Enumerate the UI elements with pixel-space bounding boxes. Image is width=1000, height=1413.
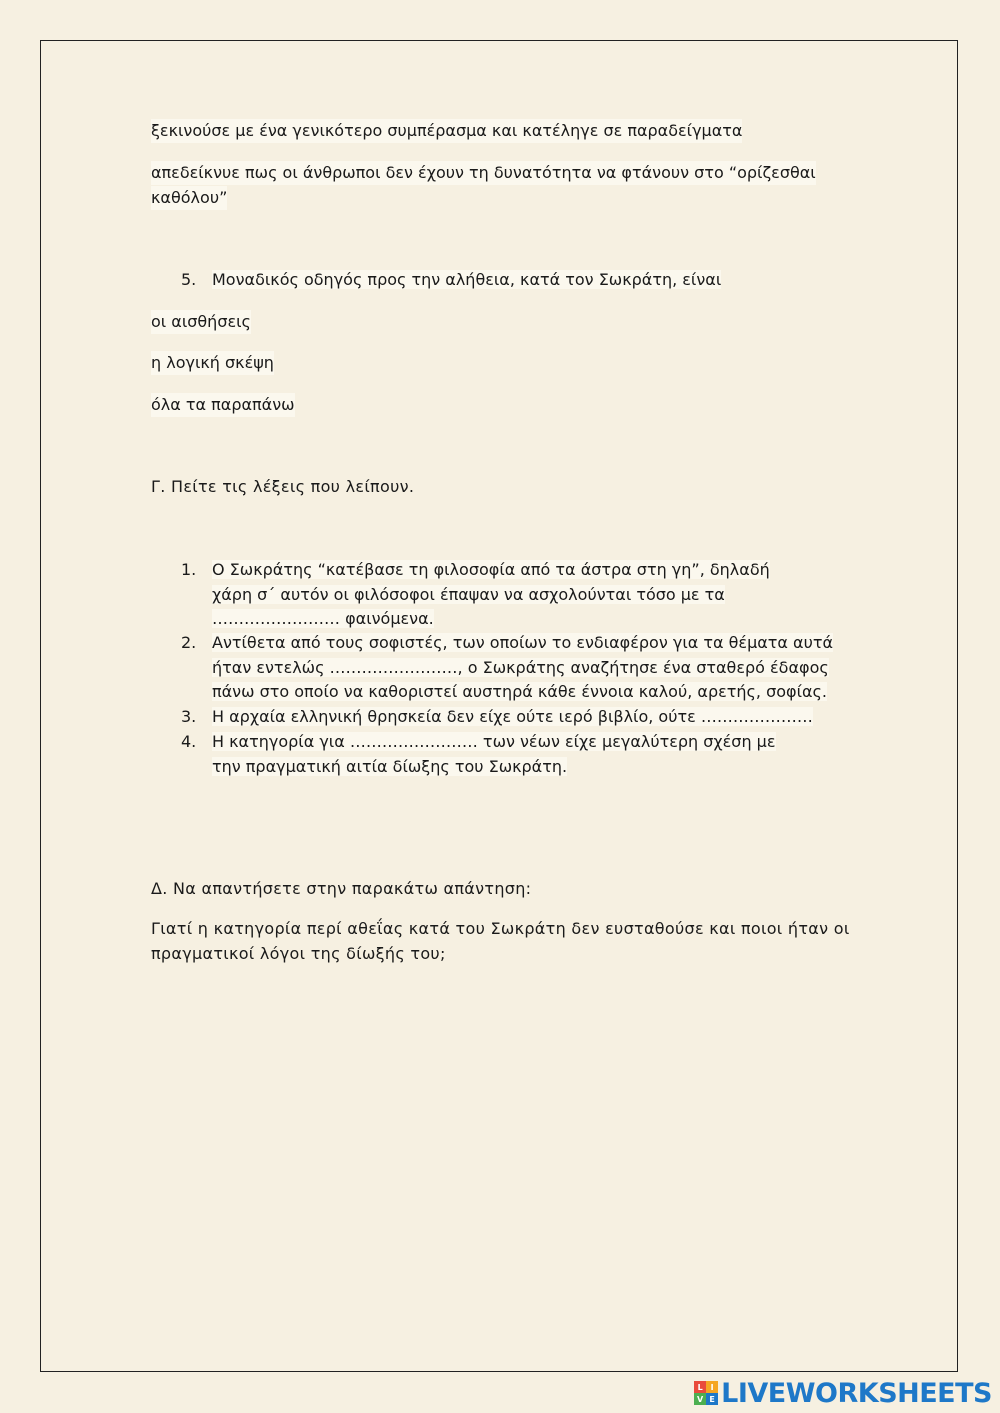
- logo-letter: V: [694, 1393, 706, 1405]
- essay-question: Γιατί η κατηγορία περί αθεΐας κατά του Σωκράτη δεν ευσταθούσε και ποιοι ήταν οι πραγματικοί λόγοι της δίωξής του;: [151, 919, 850, 963]
- answer-option[interactable]: οι αισθήσεις: [151, 310, 251, 334]
- liveworksheets-icon: [694, 1381, 718, 1405]
- logo-letter: L: [694, 1381, 706, 1393]
- fill-item: [181, 631, 861, 705]
- fill-item: [181, 558, 861, 632]
- fill-item: [181, 730, 861, 780]
- item-number: 3.: [181, 707, 197, 726]
- item-text[interactable]: Αντίθετα από τους σοφιστές, των οποίων το ενδιαφέρον για τα θέματα αυτά ήταν εντελώς ……………………, ο Σωκράτης αναζήτησε ένα σταθερό έδαφος πάνω στο οποίο να καθοριστεί αυστηρά κάθε έννοια καλού, αρετής, σοφίας.: [212, 633, 834, 701]
- item-text[interactable]: Ο Σωκράτης “κατέβασε τη φιλοσοφία από τα άστρα στη γη”, δηλαδή χάρη σ΄ αυτόν οι φιλόσοφοι έπαψαν να ασχολούνται τόσο με τα …………………… φαινόμενα.: [212, 560, 770, 628]
- item-number: 1.: [181, 560, 197, 579]
- item-number: 2.: [181, 633, 197, 652]
- liveworksheets-logo: [694, 1376, 992, 1410]
- option-text: ξεκινούσε με ένα γενικότερο συμπέρασμα και κατέληγε σε παραδείγματα: [151, 119, 742, 143]
- logo-letter: I: [706, 1381, 718, 1393]
- section-heading: Γ. Πείτε τις λέξεις που λείπουν.: [151, 477, 415, 496]
- question-text: Μοναδικός οδηγός προς την αλήθεια, κατά τον Σωκράτη, είναι: [212, 270, 722, 289]
- answer-option[interactable]: όλα τα παραπάνω: [151, 393, 295, 417]
- option-text: καθόλου”: [151, 186, 227, 210]
- item-number: 4.: [181, 732, 197, 751]
- option-text: απεδείκνυε πως οι άνθρωποι δεν έχουν τη δυνατότητα να φτάνουν στο “ορίζεσθαι: [151, 161, 816, 185]
- fill-item: [181, 705, 861, 730]
- brand-name: LIVEWORKSHEETS: [721, 1377, 992, 1409]
- logo-letter: E: [706, 1393, 718, 1405]
- section-heading: Δ. Να απαντήσετε στην παρακάτω απάντηση:: [151, 879, 532, 898]
- item-text[interactable]: Η αρχαία ελληνική θρησκεία δεν είχε ούτε ιερό βιβλίο, ούτε …………………: [212, 707, 813, 726]
- item-text[interactable]: Η κατηγορία για …………………… των νέων είχε μεγαλύτερη σχέση με την πραγματική αιτία δίωξης του Σωκράτη.: [212, 732, 776, 776]
- answer-option[interactable]: η λογική σκέψη: [151, 351, 274, 375]
- question-number: 5.: [181, 270, 197, 289]
- question-5: [181, 268, 861, 293]
